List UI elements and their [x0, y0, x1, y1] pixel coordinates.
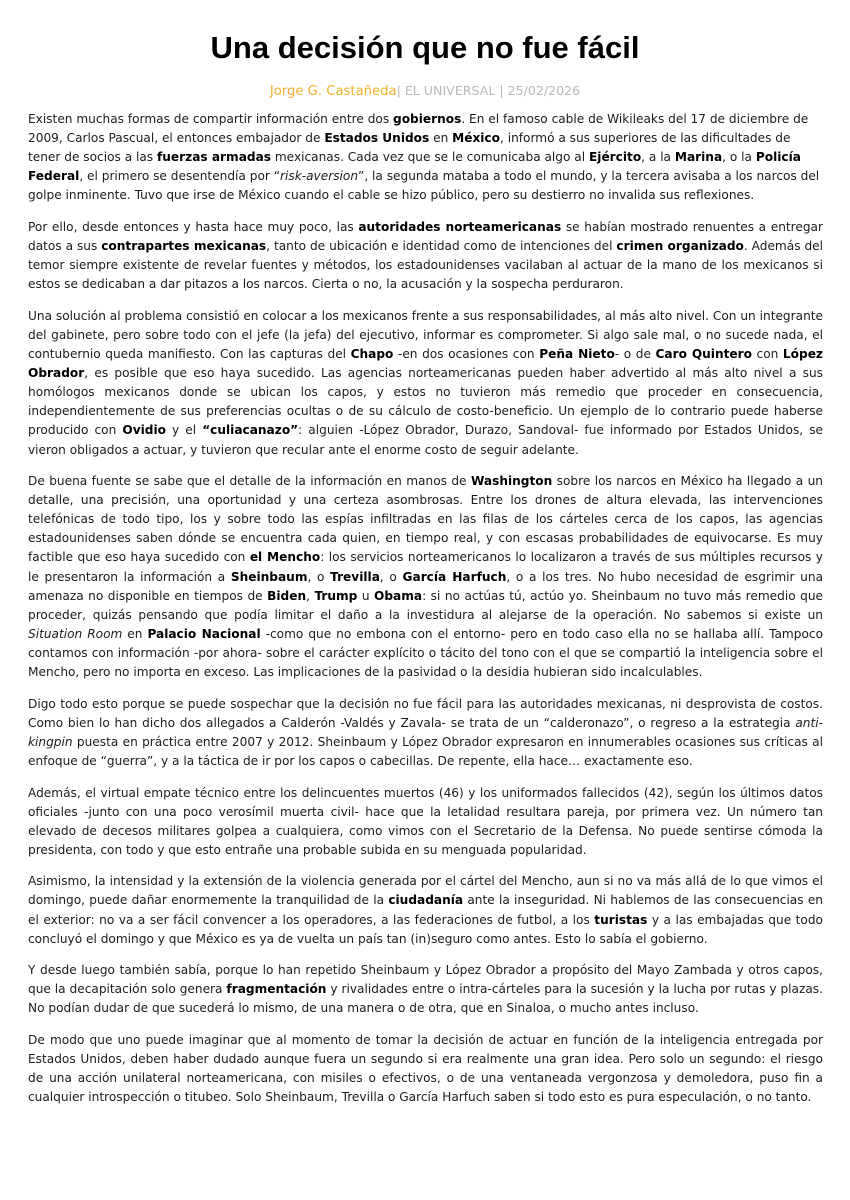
bold-term: Ejército: [588, 150, 642, 165]
paragraph-text: Además, el virtual empate técnico entre los delincuentes muertos (46) y los uniformados fallecidos (42), según los últimos datos oficiales -junto con una poco verosímil muerta civil- hace que la letalidad resultara pareja, por primera vez. Un número tan elevado de decesos militares golpea a cualquiera, como vimos con el Secretario de la Defensa. No puede sentirse cómoda la presidenta, con todo y que esto entrañe una probable subida en su menguada popularidad.: [28, 785, 823, 857]
bold-term: fragmentación: [226, 982, 327, 997]
bold-term: autoridades norteamericanas: [358, 219, 562, 234]
bold-term: Biden: [267, 588, 307, 603]
paragraph-text: y a las embajadas que todo concluyó el domingo y que México es ya de vuelta un país tan (in)seguro como antes. Esto lo sabía el gobierno.: [28, 912, 823, 946]
bold-term: contrapartes mexicanas: [101, 239, 267, 254]
bold-term: Chapo: [350, 347, 394, 362]
author-name: Jorge G. Castañeda: [269, 84, 397, 99]
paragraph-text: , informó a sus superiores de las dificultades de tener de socios a las: [28, 131, 791, 165]
paragraph-text: De modo que uno puede imaginar que al momento de tomar la decisión de actuar en función de la inteligencia entregada por Estados Unidos, deben haber dudado aunque fuera un segundo si era realmente una gran idea. Pero solo un segundo: el riesgo de una acción unilateral norteamericana, con misiles o efectivos, o de una ventaneada vergonzosa y demoledora, puso fin a cualquier introspección o titubeo. Solo Sheinbaum, Trevilla o García Harfuch saben si todo esto es pura especulación, o no tanto.: [28, 1033, 823, 1105]
article-paragraph: [28, 872, 823, 948]
paragraph-text: ”, la segunda mataba a todo el mundo, y la tercera avisaba a los narcos del golpe inminente. Tuvo que irse de México cuando el cable se hizo público, pero su destierro no invalida sus reflexiones.: [28, 169, 820, 203]
paragraph-text: Digo todo esto porque se puede sospechar que la decisión no fue fácil para las autoridades mexicanas, ni desprovista de costos. Como bien lo han dicho dos allegados a Calderón -Valdés y Zavala- se trata de un “calderonazo”, o regreso a la estrategia: [28, 696, 823, 730]
bold-term: Marina: [674, 150, 723, 165]
paragraph-text: , es posible que eso haya sucedido. Las agencias norteamericanas pueden haber advertido al más alto nivel a sus homólogos mexicanos donde se ubican los capos, y estos no tuvieron más remedio que proceder en consecuencia, independientemente de sus preferencias ocultas o de su cálculo de costo-beneficio. Un ejemplo de lo contrario puede haberse producido con: [28, 366, 823, 438]
italic-term: anti-kingpin: [28, 715, 823, 749]
bold-term: Ovidio: [122, 423, 166, 438]
article-paragraph: [28, 961, 823, 1018]
bold-term: Washington: [470, 474, 553, 489]
byline-separator: |: [396, 83, 405, 98]
paragraph-text: , o: [307, 569, 331, 584]
paragraph-text: Por ello, desde entonces y hasta hace muy poco, las: [28, 219, 359, 234]
bold-term: México: [452, 131, 500, 146]
article-paragraph: [28, 307, 823, 460]
article-paragraph: [28, 472, 823, 682]
paragraph-text: en: [122, 626, 148, 641]
bold-term: fuerzas armadas: [157, 150, 271, 165]
outlet-name: EL UNIVERSAL: [404, 83, 496, 98]
paragraph-text: : los servicios norteamericanos lo localizaron a través de sus múltiples recursos y le presentaron la información a: [28, 550, 823, 584]
bold-term: Palacio Nacional: [147, 626, 261, 641]
bold-term: crimen organizado: [616, 239, 744, 254]
paragraph-text: Existen muchas formas de compartir información entre dos: [28, 112, 394, 126]
paragraph-text: , o a los tres. No hubo necesidad de esgrimir una amenaza no disponible en tiempos de: [28, 569, 824, 603]
article-paragraph: [28, 695, 823, 771]
paragraph-text: Una solución al problema consistió en colocar a los mexicanos frente a sus responsabilidades, al más alto nivel. Con un integrante del gabinete, pero sobre todo con el jefe (la jefa) del ejecutivo, informar es comprometer. Si algo sale mal, o no sucede nada, el contubernio queda manifiesto. Con las capturas del: [28, 308, 823, 362]
bold-term: Obama: [374, 588, 423, 603]
paragraph-text: mexicanas. Cada vez que se le comunicaba algo al: [271, 150, 589, 165]
article-body: [28, 110, 823, 1120]
article-paragraph: [28, 784, 823, 860]
bold-term: gobiernos: [393, 112, 462, 126]
paragraph-text: Y desde luego también sabía, porque lo han repetido Sheinbaum y López Obrador a propósito del Mayo Zambada y otros capos, que la decapitación solo genera: [28, 963, 823, 997]
bold-term: Sheinbaum: [230, 569, 308, 584]
paragraph-text: puesta en práctica entre 2007 y 2012. Sheinbaum y López Obrador expresaron en innumerables ocasiones sus críticas al enfoque de “guerra”, y a la táctica de ir por los capos o cabecillas. De repente, ella hace… exactamente eso.: [28, 734, 823, 768]
bold-term: Trump: [314, 588, 358, 603]
paragraph-text: , o: [379, 569, 403, 584]
paragraph-text: , el primero se desentendía por “: [79, 169, 281, 184]
paragraph-text: se habían mostrado renuentes a entregar datos a sus: [28, 219, 823, 254]
paragraph-text: ,: [306, 588, 315, 603]
italic-term: risk-aversion: [280, 169, 359, 184]
bold-term: el Mencho: [249, 550, 321, 565]
paragraph-text: y rivalidades entre o intra-cárteles para la sucesión y la lucha por rutas y plazas. No podían dudar de que sucederá lo mismo, de una manera o de otra, que en Sinaloa, o mucho antes incluso.: [28, 982, 823, 1016]
bold-term: Estados Unidos: [324, 131, 430, 146]
publish-date: 25/02/2026: [507, 83, 581, 98]
bold-term: López Obrador: [28, 347, 823, 381]
article-paragraph: [28, 1031, 823, 1107]
paragraph-text: : si no actúas tú, actúo yo. Sheinbaum no tuvo más remedio que proceder, quizás pensando que podía limitar el daño a la investidura al alejarse de la operación. No sabemos si existe un: [28, 588, 823, 622]
paragraph-text: -en dos ocasiones con: [393, 347, 540, 362]
bold-term: Trevilla: [330, 569, 380, 584]
paragraph-text: . Además del temor siempre existente de revelar fuentes y métodos, los estadounidenses vacilaban al actuar de la mano de los mexicanos si estos se dedicaban a dar pitazos a los narcos. Cierta o no, la acusación y la sospecha perduraron.: [28, 239, 823, 292]
paragraph-text: u: [357, 588, 375, 603]
paragraph-text: ante la inseguridad. Ni hablemos de las consecuencias en el exterior: no va a ser fácil convencer a los operadores, a las federaciones de futbol, a los: [28, 893, 823, 927]
paragraph-text: : alguien -López Obrador, Durazo, Sandoval- fue informado por Estados Unidos, se vieron obligados a actuar, y tuvieron que recular ante el enorme costo de seguir adelante.: [28, 423, 823, 457]
bold-term: ciudadanía: [388, 893, 464, 908]
byline: [0, 83, 850, 99]
bold-term: Policía Federal: [28, 150, 801, 184]
bold-term: turistas: [594, 912, 648, 927]
paragraph-text: -como que no embona con el entorno- pero en todo caso ella no se hallaba allí. Tampoco contamos con información -por ahora- sobre el carácter explícito o tácito del tono con el que se compartió la inteligencia sobre el Mencho, pero no importa en exceso. Las implicaciones de la pasividad o la desidia hubieran sido incalculables.: [28, 626, 823, 680]
paragraph-text: sobre los narcos en México ha llegado a un detalle, una precisión, una oportunidad y una certeza asombrosas. Entre los drones de altura elevada, las intervenciones telefónicas de todo tipo, los y sobre todo las espías infiltradas en las filas de los cárteles cerca de los capos, las agencias estadounidenses saben dónde se encuentra cada quien, en tiempo real, y con escasas probabilidades de equivocarse. Es muy factible que eso haya sucedido con: [28, 474, 823, 565]
paragraph-text: , a la: [641, 150, 675, 165]
bold-term: Caro Quintero: [655, 347, 752, 362]
paragraph-text: con: [751, 347, 783, 362]
paragraph-text: De buena fuente se sabe que el detalle de la información en manos de: [28, 474, 471, 489]
bold-term: García Harfuch: [402, 569, 507, 584]
paragraph-text: Asimismo, la intensidad y la extensión de la violencia generada por el cártel del Mencho, aun si no va más allá de lo que vimos el domingo, puede dañar enormemente la tranquilidad de la: [28, 874, 823, 908]
italic-term: Situation Room: [28, 626, 123, 641]
paragraph-text: , o la: [722, 150, 756, 165]
paragraph-text: , tanto de ubicación e identidad como de intenciones del: [266, 239, 617, 254]
paragraph-text: - o de: [614, 347, 656, 362]
article-paragraph: [28, 110, 823, 205]
paragraph-text: . En el famoso cable de Wikileaks del 17 de diciembre de 2009, Carlos Pascual, el entonces embajador de: [28, 112, 809, 146]
paragraph-text: y el: [165, 423, 203, 438]
article-title: Una decisión que no fue fácil: [210, 30, 640, 65]
bold-term: “culiacanazo”: [202, 423, 299, 438]
byline-separator: |: [495, 83, 508, 98]
paragraph-text: en: [429, 131, 453, 146]
article-paragraph: [28, 218, 823, 294]
bold-term: Peña Nieto: [539, 347, 615, 362]
